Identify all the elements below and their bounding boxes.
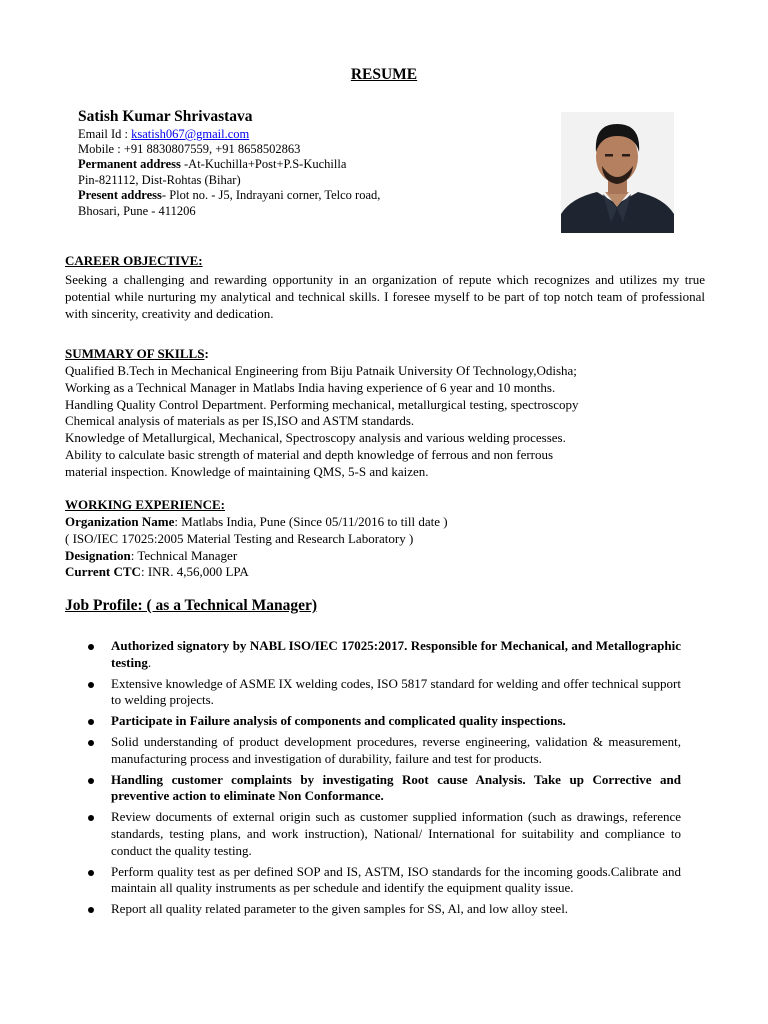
- designation-value: : Technical Manager: [130, 547, 238, 563]
- bullet-icon: [88, 682, 94, 688]
- job-profile-item-text: Solid understanding of product development procedures, reverse engineering, validation & measurement, manufacturing process and investigation of durability, failure and test for products.: [111, 733, 681, 766]
- profile-photo-image: [561, 112, 674, 233]
- job-profile-item: [0, 638, 681, 672]
- skill-line: Ability to calculate basic strength of material and depth knowledge of ferrous and non ferrous: [65, 446, 554, 462]
- permanent-address-value: -At-Kuchilla+Post+P.S-Kuchilla: [180, 157, 347, 171]
- present-address-line: [78, 188, 380, 203]
- bullet-icon: [88, 719, 94, 725]
- ctc-label: Current CTC: [65, 564, 141, 580]
- bullet-icon: [88, 907, 94, 913]
- job-profile-item-text: Participate in Failure analysis of components and complicated quality inspections.: [111, 713, 566, 729]
- bullet-icon: [88, 740, 94, 746]
- present-address-value: - Plot no. - J5, Indrayani corner, Telco road,: [161, 188, 381, 202]
- email-line: [78, 127, 249, 142]
- job-profile-list: [0, 638, 768, 922]
- working-experience-heading: WORKING EXPERIENCE:: [65, 497, 225, 512]
- job-profile-item: [0, 901, 681, 918]
- designation-label: Designation: [65, 547, 131, 563]
- designation-line: [65, 548, 448, 565]
- job-profile-item-text: Perform quality test as per defined SOP and IS, ASTM, ISO standards for the incoming goods.Calibrate and maintain all quality instruments as per schedule and identify the equipment quality issue.: [111, 863, 681, 896]
- job-profile-item: [0, 864, 681, 898]
- bullet-icon: [88, 644, 94, 650]
- email-link[interactable]: ksatish067@gmail.com: [131, 127, 250, 141]
- job-profile-heading: Job Profile: ( as a Technical Manager): [65, 597, 317, 614]
- skills-list: [65, 363, 579, 481]
- experience-details: [65, 514, 448, 581]
- career-objective-heading: CAREER OBJECTIVE:: [65, 253, 203, 268]
- resume-title: RESUME: [350, 66, 418, 83]
- job-profile-item: [0, 676, 681, 710]
- skill-line: Chemical analysis of materials as per IS,ISO and ASTM standards.: [65, 413, 415, 429]
- skill-line: material inspection. Knowledge of maintaining QMS, 5-S and kaizen.: [65, 463, 429, 479]
- job-profile-item-text: Handling customer complaints by investigating Root cause Analysis. Take up Corrective and preventive action to eliminate Non Conformance.: [111, 771, 681, 804]
- job-profile-item-text: Review documents of external origin such as customer supplied information (such as drawings, reference standards, testing plans, and work instruction), National/ International for suitability and compliance to conduct the quality testing.: [111, 809, 681, 858]
- permanent-address-line: [78, 157, 346, 172]
- job-profile-item: [0, 713, 681, 730]
- job-profile-item: [0, 772, 681, 806]
- skills-heading-colon: :: [204, 346, 209, 361]
- candidate-name: Satish Kumar Shrivastava: [78, 108, 253, 125]
- job-profile-item-text: Report all quality related parameter to the given samples for SS, Al, and low alloy steel.: [111, 901, 569, 917]
- present-address-line2: Bhosari, Pune - 411206: [78, 204, 196, 218]
- job-profile-item-text: Authorized signatory by NABL ISO/IEC 17025:2017. Responsible for Mechanical, and Metallographic testing: [111, 638, 681, 670]
- skill-line: Handling Quality Control Department. Performing mechanical, metallurgical testing, spectroscopy: [65, 396, 579, 412]
- organization-value: : Matlabs India, Pune (Since 05/11/2016 to till date ): [174, 514, 448, 529]
- skill-line: Qualified B.Tech in Mechanical Engineering from Biju Patnaik University Of Technology,Odisha;: [65, 363, 577, 378]
- laboratory-line: ( ISO/IEC 17025:2005 Material Testing and Research Laboratory ): [65, 530, 414, 546]
- job-profile-item: [0, 809, 681, 859]
- ctc-value: : INR. 4,56,000 LPA: [140, 564, 249, 580]
- ctc-line: [65, 564, 448, 581]
- bullet-icon: [88, 815, 94, 821]
- job-profile-item-text: Extensive knowledge of ASME IX welding codes, ISO 5817 standard for welding and offer technical support to welding projects.: [111, 675, 681, 708]
- career-objective-text: Seeking a challenging and rewarding opportunity in an organization of repute which recognizes and utilizes my true potential while nurturing my analytical and technical skills. I foresee myself to be part of top notch team of professional with sincerity, creativity and dedication.: [65, 272, 705, 321]
- bullet-icon: [88, 870, 94, 876]
- mobile-line: Mobile : +91 8830807559, +91 8658502863: [78, 142, 301, 156]
- skills-heading-wrap: [65, 346, 209, 362]
- skills-heading: SUMMARY OF SKILLS: [65, 346, 205, 361]
- organization-label: Organization Name: [65, 514, 175, 529]
- profile-photo: [561, 112, 674, 233]
- present-address-label: Present address: [78, 188, 162, 202]
- job-profile-item-tail: .: [147, 654, 152, 670]
- permanent-address-line2: Pin-821112, Dist-Rohtas (Bihar): [78, 173, 241, 187]
- job-profile-item: [0, 734, 681, 768]
- email-label: Email Id :: [78, 127, 132, 141]
- organization-line: [65, 514, 448, 531]
- permanent-address-label: Permanent address: [78, 157, 181, 171]
- skill-line: Working as a Technical Manager in Matlabs India having experience of 6 year and 10 months.: [65, 379, 556, 395]
- bullet-icon: [88, 778, 94, 784]
- skill-line: Knowledge of Metallurgical, Mechanical, Spectroscopy analysis and various welding processes.: [65, 430, 566, 446]
